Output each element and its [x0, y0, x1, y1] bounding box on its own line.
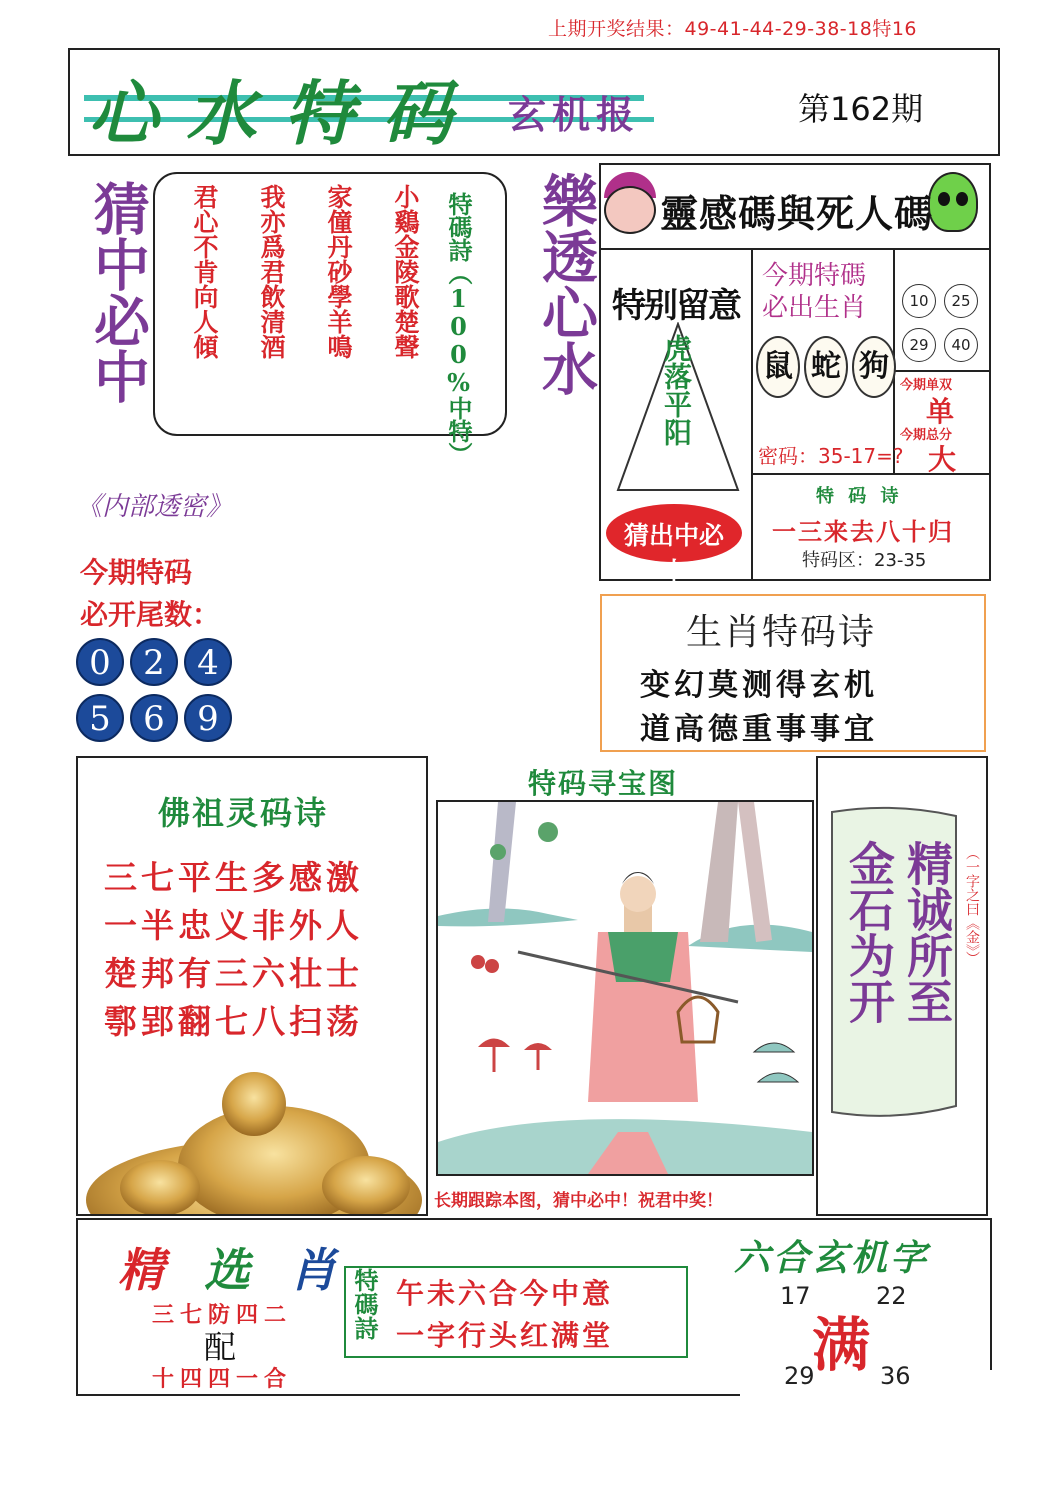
poem-column: 家僮丹砂學羊鳴 — [324, 184, 353, 359]
tail-number: 9 — [184, 694, 232, 742]
poem-column: 小鷄金陵歌楚聲 — [391, 184, 420, 359]
zodiac-poem-line: 道高德重事事宜 — [640, 712, 878, 747]
buddha-poem-line: 三七平生多感激 — [104, 858, 363, 897]
treasure-illustration — [438, 802, 812, 1174]
combo-line: 十四四一合 — [152, 1366, 293, 1392]
combo-pei: 配 — [204, 1328, 237, 1366]
tail-label-line: 今期特码 — [80, 556, 193, 589]
special-note: 特别留意 — [612, 286, 740, 326]
buddha-statue-icon — [84, 1070, 424, 1214]
zodiac-char: 狗 — [852, 336, 896, 398]
tail-numbers — [76, 638, 234, 742]
zodiac-heading-line: 必出生肖 — [762, 293, 867, 323]
skull-eye-icon — [956, 192, 968, 206]
liuhe-number: 22 — [876, 1282, 907, 1310]
zodiac-char: 蛇 — [804, 336, 848, 398]
small-poem-title: 特 码 诗 — [816, 486, 903, 507]
code-poem-line: 一字行头红满堂 — [396, 1319, 614, 1352]
zodiac-poem-title: 生肖特码诗 — [686, 612, 877, 653]
number-circle: 29 — [902, 328, 936, 362]
selected-zodiac-char: 精 — [118, 1243, 164, 1297]
treasure-map-image — [436, 800, 814, 1176]
right-vertical-text: 樂透心水 — [533, 172, 599, 396]
small-poem-line: 一三来去八十归 — [772, 517, 954, 546]
code-poem-line: 午未六合今中意 — [396, 1277, 614, 1310]
treasure-map-title: 特码寻宝图 — [528, 767, 679, 800]
treasure-map-caption: 长期跟踪本图，猜中必中！祝君中奖！ — [434, 1191, 723, 1211]
red-oval-text: 猜出中必中 — [623, 521, 724, 586]
left-vertical-text: 猜中必中 — [85, 180, 151, 404]
buddha-poem-line: 一半忠义非外人 — [104, 906, 363, 945]
poem-column: 君心不肯向人傾 — [190, 184, 219, 359]
tail-number: 5 — [76, 694, 124, 742]
liuhe-number: 17 — [780, 1282, 811, 1310]
poem-column: 我亦爲君飲清酒 — [257, 184, 286, 359]
divider — [599, 248, 991, 250]
liuhe-number: 36 — [880, 1362, 911, 1390]
combo-line: 三七防四二 — [152, 1302, 293, 1328]
number-circle: 25 — [944, 284, 978, 318]
odd-even-label: 今期单双 — [900, 378, 953, 393]
zodiac-heading — [762, 260, 866, 324]
buddha-title: 佛祖灵码诗 — [158, 794, 329, 832]
selected-zodiac-char: 选 — [204, 1243, 250, 1297]
zodiac-row — [756, 336, 896, 398]
ghost-box-title: 靈感碼與死人碼 — [660, 191, 934, 236]
gold-side-note: （一字之曰《金》） — [964, 846, 980, 965]
tiger-phrase: 虎落平阳 — [660, 334, 693, 446]
last-result: 上期开奖结果：49-41-44-29-38-18特16 — [548, 18, 918, 40]
tail-label-line: 必开尾数： — [80, 598, 221, 631]
code-zone: 特码区：23-35 — [802, 550, 927, 571]
tail-number: 0 — [76, 638, 124, 686]
number-grid — [902, 284, 978, 362]
secret-code: 密码：35-17=? — [758, 444, 904, 468]
zodiac-poem-line: 变幻莫测得玄机 — [640, 668, 878, 703]
page-title: 心水特码 — [88, 72, 480, 155]
selected-zodiac-char: 肖 — [290, 1243, 336, 1297]
divider — [893, 370, 991, 372]
liuhe-char: 满 — [812, 1311, 871, 1379]
issue-number: 第162期 — [798, 90, 924, 128]
skull-eye-icon — [938, 192, 950, 206]
gold-phrase-column: 精诚所至 — [900, 840, 954, 1024]
gold-phrase-column: 金石为开 — [842, 840, 896, 1024]
poem-columns — [180, 184, 423, 359]
buddha-poem-line: 楚邦有三六壮士 — [104, 954, 363, 993]
number-circle: 10 — [902, 284, 936, 318]
skull-icon — [928, 172, 978, 232]
divider — [751, 248, 753, 581]
liuhe-number: 29 — [784, 1362, 815, 1390]
buddha-poem-line: 鄠郢翻七八扫荡 — [104, 1002, 363, 1041]
liuhe-title: 六合玄机字 — [734, 1237, 930, 1279]
page-subtitle: 玄机报 — [508, 92, 641, 137]
zodiac-char: 鼠 — [756, 336, 800, 398]
tail-number: 2 — [130, 638, 178, 686]
tail-number: 4 — [184, 638, 232, 686]
odd-even-value: 单 — [926, 395, 955, 428]
total-label: 今期总分 — [900, 428, 953, 443]
selected-zodiac-title — [118, 1234, 336, 1300]
tail-label — [80, 552, 220, 636]
total-value: 大 — [928, 443, 957, 476]
code-poem-label: 特碼詩 — [350, 1268, 379, 1340]
buddha-poem — [104, 854, 363, 1046]
number-circle: 40 — [944, 328, 978, 362]
zodiac-heading-line: 今期特碼 — [762, 261, 867, 291]
poem-label: 特碼詩（100%中特） — [444, 192, 473, 465]
inner-secret-label: 《内部透密》 — [76, 492, 233, 522]
tail-number: 6 — [130, 694, 178, 742]
girl-face-icon — [604, 186, 656, 234]
